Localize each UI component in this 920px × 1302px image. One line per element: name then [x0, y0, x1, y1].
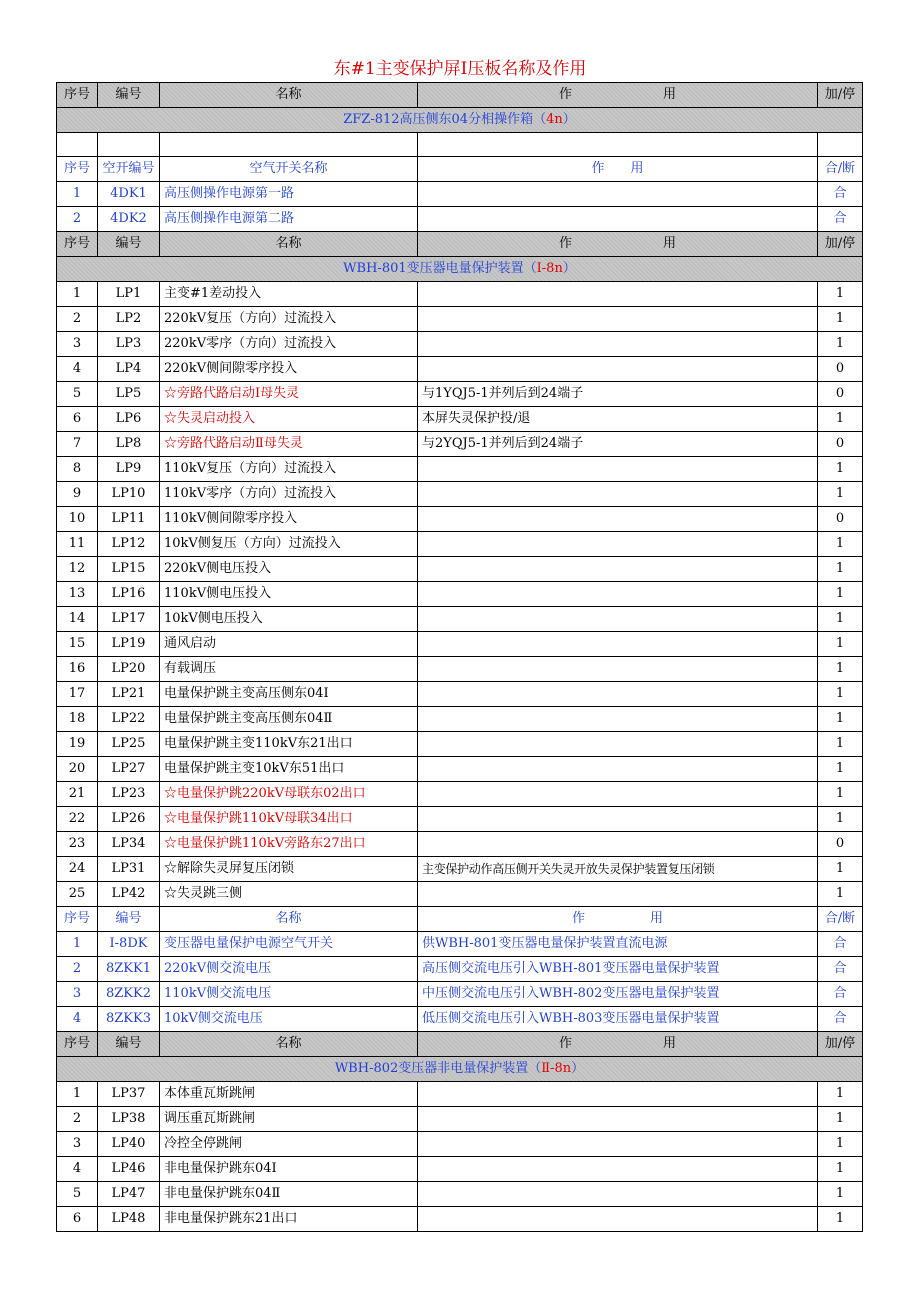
row-state: 合	[818, 932, 863, 957]
row-name: ☆旁路代路启动Ⅰ母失灵	[160, 382, 418, 407]
section-device: ZFZ-812高压侧东04分相操作箱（	[343, 112, 547, 127]
row-function	[418, 332, 818, 357]
row-code: LP31	[98, 857, 160, 882]
row-code: LP26	[98, 807, 160, 832]
row-seq: 6	[57, 407, 98, 432]
row-seq: 9	[57, 482, 98, 507]
table-row	[57, 457, 863, 482]
row-code: LP40	[98, 1132, 160, 1157]
row-name: 110kV零序（方向）过流投入	[160, 482, 418, 507]
row-name: 110kV复压（方向）过流投入	[160, 457, 418, 482]
row-function	[418, 307, 818, 332]
row-seq: 1	[57, 282, 98, 307]
row-seq: 1	[57, 1082, 98, 1107]
table-row	[57, 857, 863, 882]
row-seq: 1	[57, 182, 98, 207]
row-name: 调压重瓦斯跳闸	[160, 1107, 418, 1132]
table-row	[57, 207, 863, 232]
row-code: LP12	[98, 532, 160, 557]
row-code: LP20	[98, 657, 160, 682]
row-code: LP3	[98, 332, 160, 357]
row-code: 8ZKK1	[98, 957, 160, 982]
header-state: 合/断	[818, 157, 863, 182]
table-row	[57, 307, 863, 332]
row-name: 电量保护跳主变高压侧东04Ⅱ	[160, 707, 418, 732]
row-name: 电量保护跳主变110kV东21出口	[160, 732, 418, 757]
header-func: 作 用	[418, 907, 818, 932]
table-row	[57, 532, 863, 557]
row-function	[418, 532, 818, 557]
header-func: 作 用	[418, 1032, 818, 1057]
row-function: 中压侧交流电压引入WBH-802变压器电量保护装置	[418, 982, 818, 1007]
header-seq: 序号	[57, 232, 98, 257]
table-row	[57, 507, 863, 532]
table-row	[57, 482, 863, 507]
row-function: 低压侧交流电压引入WBH-803变压器电量保护装置	[418, 1007, 818, 1032]
table-row	[57, 1157, 863, 1182]
row-name: 变压器电量保护电源空气开关	[160, 932, 418, 957]
table-header-row	[57, 157, 863, 182]
row-state: 1	[818, 857, 863, 882]
row-code: LP8	[98, 432, 160, 457]
table-row	[57, 432, 863, 457]
table-row	[57, 657, 863, 682]
row-state: 1	[818, 1157, 863, 1182]
table-row	[57, 1132, 863, 1157]
row-state: 1	[818, 582, 863, 607]
row-seq: 4	[57, 1007, 98, 1032]
table-row	[57, 882, 863, 907]
row-seq: 8	[57, 457, 98, 482]
header-seq: 序号	[57, 157, 98, 182]
row-code: LP11	[98, 507, 160, 532]
table-header-row	[57, 83, 863, 108]
row-state: 1	[818, 707, 863, 732]
row-state: 0	[818, 832, 863, 857]
row-state: 1	[818, 307, 863, 332]
row-function	[418, 182, 818, 207]
row-seq: 2	[57, 207, 98, 232]
row-code: LP6	[98, 407, 160, 432]
table-row	[57, 932, 863, 957]
empty-cell	[418, 133, 818, 157]
row-function	[418, 757, 818, 782]
row-state: 1	[818, 732, 863, 757]
row-state: 1	[818, 282, 863, 307]
row-function	[418, 507, 818, 532]
row-state: 合	[818, 957, 863, 982]
row-state: 1	[818, 882, 863, 907]
header-state: 加/停	[818, 232, 863, 257]
header-code: 空开编号	[98, 157, 160, 182]
row-function	[418, 207, 818, 232]
row-code: LP27	[98, 757, 160, 782]
row-name: 110kV侧间隙零序投入	[160, 507, 418, 532]
row-function	[418, 882, 818, 907]
row-function	[418, 832, 818, 857]
row-seq: 24	[57, 857, 98, 882]
section-position-mark: 4n	[546, 112, 563, 127]
row-name: ☆失灵跳三侧	[160, 882, 418, 907]
row-state: 1	[818, 632, 863, 657]
header-name: 名称	[160, 232, 418, 257]
row-function	[418, 1182, 818, 1207]
section-close: ）	[562, 112, 576, 127]
table-body	[57, 83, 863, 1232]
row-function: 与2YQJ5-1并列后到24端子	[418, 432, 818, 457]
row-code: LP37	[98, 1082, 160, 1107]
row-code: LP2	[98, 307, 160, 332]
table-row	[57, 1007, 863, 1032]
row-function: 主变保护动作高压侧开关失灵开放失灵保护装置复压闭锁	[418, 857, 818, 882]
row-seq: 5	[57, 382, 98, 407]
table-row	[57, 982, 863, 1007]
row-seq: 18	[57, 707, 98, 732]
row-code: LP48	[98, 1207, 160, 1232]
row-name: 220kV侧电压投入	[160, 557, 418, 582]
row-code: 4DK1	[98, 182, 160, 207]
section-device: WBH-801变压器电量保护装置（	[343, 261, 537, 277]
row-function	[418, 732, 818, 757]
row-function	[418, 357, 818, 382]
header-state: 加/停	[818, 83, 863, 108]
table-row	[57, 757, 863, 782]
row-name: 高压侧操作电源第二路	[160, 207, 418, 232]
row-function	[418, 1082, 818, 1107]
table-header-row	[57, 907, 863, 932]
table-row	[57, 582, 863, 607]
table-row	[57, 632, 863, 657]
header-func: 作 用	[418, 157, 818, 182]
header-name: 名称	[160, 83, 418, 108]
row-function	[418, 682, 818, 707]
section-device: WBH-802变压器非电量保护装置（	[334, 1061, 542, 1077]
header-func: 作 用	[418, 232, 818, 257]
table-row	[57, 1207, 863, 1232]
empty-cell	[160, 133, 418, 157]
row-code: 8ZKK3	[98, 1007, 160, 1032]
row-code: 8ZKK2	[98, 982, 160, 1007]
row-code: LP38	[98, 1107, 160, 1132]
row-seq: 21	[57, 782, 98, 807]
row-state: 合	[818, 1007, 863, 1032]
table-row	[57, 782, 863, 807]
row-code: Ⅰ-8DK	[98, 932, 160, 957]
row-seq: 7	[57, 432, 98, 457]
row-function	[418, 1157, 818, 1182]
header-name: 名称	[160, 907, 418, 932]
table-row	[57, 357, 863, 382]
row-seq: 10	[57, 507, 98, 532]
table-row	[57, 557, 863, 582]
row-seq: 22	[57, 807, 98, 832]
row-seq: 2	[57, 1107, 98, 1132]
row-function	[418, 657, 818, 682]
row-code: LP16	[98, 582, 160, 607]
row-seq: 19	[57, 732, 98, 757]
section-header	[57, 108, 863, 133]
row-function: 供WBH-801变压器电量保护装置直流电源	[418, 932, 818, 957]
row-state: 0	[818, 432, 863, 457]
row-code: LP21	[98, 682, 160, 707]
row-seq: 5	[57, 1182, 98, 1207]
header-code: 编号	[98, 1032, 160, 1057]
row-seq: 6	[57, 1207, 98, 1232]
section-title	[57, 257, 863, 282]
header-seq: 序号	[57, 907, 98, 932]
row-function	[418, 282, 818, 307]
row-function	[418, 807, 818, 832]
row-code: LP22	[98, 707, 160, 732]
row-function	[418, 457, 818, 482]
row-code: LP23	[98, 782, 160, 807]
row-function: 本屏失灵保护投/退	[418, 407, 818, 432]
row-name: 本体重瓦斯跳闸	[160, 1082, 418, 1107]
section-header	[57, 1057, 863, 1082]
table-header-row	[57, 1032, 863, 1057]
row-seq: 15	[57, 632, 98, 657]
row-name: 主变#1差动投入	[160, 282, 418, 307]
row-state: 1	[818, 332, 863, 357]
row-seq: 2	[57, 957, 98, 982]
row-state: 合	[818, 207, 863, 232]
table-row	[57, 832, 863, 857]
row-state: 1	[818, 757, 863, 782]
row-state: 1	[818, 482, 863, 507]
row-seq: 3	[57, 982, 98, 1007]
row-seq: 13	[57, 582, 98, 607]
header-func: 作 用	[418, 83, 818, 108]
row-name: ☆电量保护跳110kV母联34出口	[160, 807, 418, 832]
table-row	[57, 1182, 863, 1207]
row-name: 10kV侧交流电压	[160, 1007, 418, 1032]
table-row	[57, 607, 863, 632]
row-name: 220kV零序（方向）过流投入	[160, 332, 418, 357]
row-code: LP47	[98, 1182, 160, 1207]
row-code: LP5	[98, 382, 160, 407]
row-code: LP4	[98, 357, 160, 382]
row-name: ☆失灵启动投入	[160, 407, 418, 432]
row-function	[418, 582, 818, 607]
row-name: 220kV复压（方向）过流投入	[160, 307, 418, 332]
table-row	[57, 682, 863, 707]
header-code: 编号	[98, 907, 160, 932]
row-function	[418, 782, 818, 807]
row-name: 110kV侧电压投入	[160, 582, 418, 607]
header-state: 合/断	[818, 907, 863, 932]
row-code: 4DK2	[98, 207, 160, 232]
row-code: LP25	[98, 732, 160, 757]
row-name: 10kV侧电压投入	[160, 607, 418, 632]
row-seq: 14	[57, 607, 98, 632]
row-state: 合	[818, 982, 863, 1007]
section-position-mark: Ⅱ-8n	[541, 1061, 572, 1077]
header-state: 加/停	[818, 1032, 863, 1057]
table-row	[57, 407, 863, 432]
row-seq: 1	[57, 932, 98, 957]
header-code: 编号	[98, 83, 160, 108]
row-name: 220kV侧间隙零序投入	[160, 357, 418, 382]
empty-cell	[818, 133, 863, 157]
section-close: ）	[571, 1061, 585, 1077]
header-code: 编号	[98, 232, 160, 257]
row-name: 110kV侧交流电压	[160, 982, 418, 1007]
table-row	[57, 957, 863, 982]
table-row	[57, 732, 863, 757]
row-name: ☆旁路代路启动Ⅱ母失灵	[160, 432, 418, 457]
row-state: 1	[818, 1207, 863, 1232]
table-row	[57, 382, 863, 407]
row-name: 有载调压	[160, 657, 418, 682]
header-name: 名称	[160, 1032, 418, 1057]
row-seq: 17	[57, 682, 98, 707]
row-name: ☆解除失灵屏复压闭锁	[160, 857, 418, 882]
row-seq: 11	[57, 532, 98, 557]
row-function: 高压侧交流电压引入WBH-801变压器电量保护装置	[418, 957, 818, 982]
row-name: 冷控全停跳闸	[160, 1132, 418, 1157]
header-seq: 序号	[57, 83, 98, 108]
row-state: 0	[818, 507, 863, 532]
row-function	[418, 1107, 818, 1132]
row-name: 高压侧操作电源第一路	[160, 182, 418, 207]
row-state: 1	[818, 682, 863, 707]
table-row	[57, 1107, 863, 1132]
table-row	[57, 707, 863, 732]
row-name: 非电量保护跳东21出口	[160, 1207, 418, 1232]
row-name: ☆电量保护跳220kV母联东02出口	[160, 782, 418, 807]
row-code: LP17	[98, 607, 160, 632]
row-code: LP15	[98, 557, 160, 582]
row-seq: 25	[57, 882, 98, 907]
row-state: 1	[818, 557, 863, 582]
table-row	[57, 1082, 863, 1107]
row-function	[418, 482, 818, 507]
section-position-mark: Ⅰ-8n	[536, 261, 563, 277]
row-seq: 4	[57, 357, 98, 382]
row-function	[418, 1132, 818, 1157]
row-state: 1	[818, 1182, 863, 1207]
row-state: 1	[818, 407, 863, 432]
header-seq: 序号	[57, 1032, 98, 1057]
section-header	[57, 257, 863, 282]
row-name: 通风启动	[160, 632, 418, 657]
empty-cell	[57, 133, 98, 157]
empty-cell	[98, 133, 160, 157]
row-name: 10kV侧复压（方向）过流投入	[160, 532, 418, 557]
row-state: 1	[818, 532, 863, 557]
row-state: 1	[818, 807, 863, 832]
protection-plate-table	[56, 82, 863, 1232]
row-state: 1	[818, 607, 863, 632]
table-row	[57, 807, 863, 832]
row-seq: 3	[57, 1132, 98, 1157]
row-code: LP42	[98, 882, 160, 907]
row-state: 1	[818, 457, 863, 482]
empty-row	[57, 133, 863, 157]
row-name: 电量保护跳主变高压侧东04Ⅰ	[160, 682, 418, 707]
table-header-row	[57, 232, 863, 257]
table-row	[57, 182, 863, 207]
row-function	[418, 607, 818, 632]
row-function	[418, 707, 818, 732]
row-state: 0	[818, 382, 863, 407]
page-title: 东#1主变保护屏Ⅰ压板名称及作用	[333, 59, 587, 79]
row-function	[418, 632, 818, 657]
section-close: ）	[562, 261, 576, 277]
table-row	[57, 332, 863, 357]
row-name: 非电量保护跳东04Ⅰ	[160, 1157, 418, 1182]
row-code: LP34	[98, 832, 160, 857]
table-row	[57, 282, 863, 307]
row-name: 非电量保护跳东04Ⅱ	[160, 1182, 418, 1207]
row-code: LP19	[98, 632, 160, 657]
row-seq: 20	[57, 757, 98, 782]
row-function	[418, 557, 818, 582]
row-function	[418, 1207, 818, 1232]
row-name: 电量保护跳主变10kV东51出口	[160, 757, 418, 782]
row-name: ☆电量保护跳110kV旁路东27出口	[160, 832, 418, 857]
row-seq: 2	[57, 307, 98, 332]
row-state: 1	[818, 1132, 863, 1157]
row-function: 与1YQJ5-1并列后到24端子	[418, 382, 818, 407]
row-state: 1	[818, 657, 863, 682]
section-title	[57, 108, 863, 133]
row-name: 220kV侧交流电压	[160, 957, 418, 982]
row-seq: 23	[57, 832, 98, 857]
row-state: 1	[818, 782, 863, 807]
row-seq: 16	[57, 657, 98, 682]
row-code: LP1	[98, 282, 160, 307]
section-title	[57, 1057, 863, 1082]
row-state: 1	[818, 1107, 863, 1132]
row-seq: 3	[57, 332, 98, 357]
header-name: 空气开关名称	[160, 157, 418, 182]
row-code: LP46	[98, 1157, 160, 1182]
row-state: 0	[818, 357, 863, 382]
row-code: LP9	[98, 457, 160, 482]
row-code: LP10	[98, 482, 160, 507]
row-state: 1	[818, 1082, 863, 1107]
row-seq: 4	[57, 1157, 98, 1182]
row-seq: 12	[57, 557, 98, 582]
row-state: 合	[818, 182, 863, 207]
